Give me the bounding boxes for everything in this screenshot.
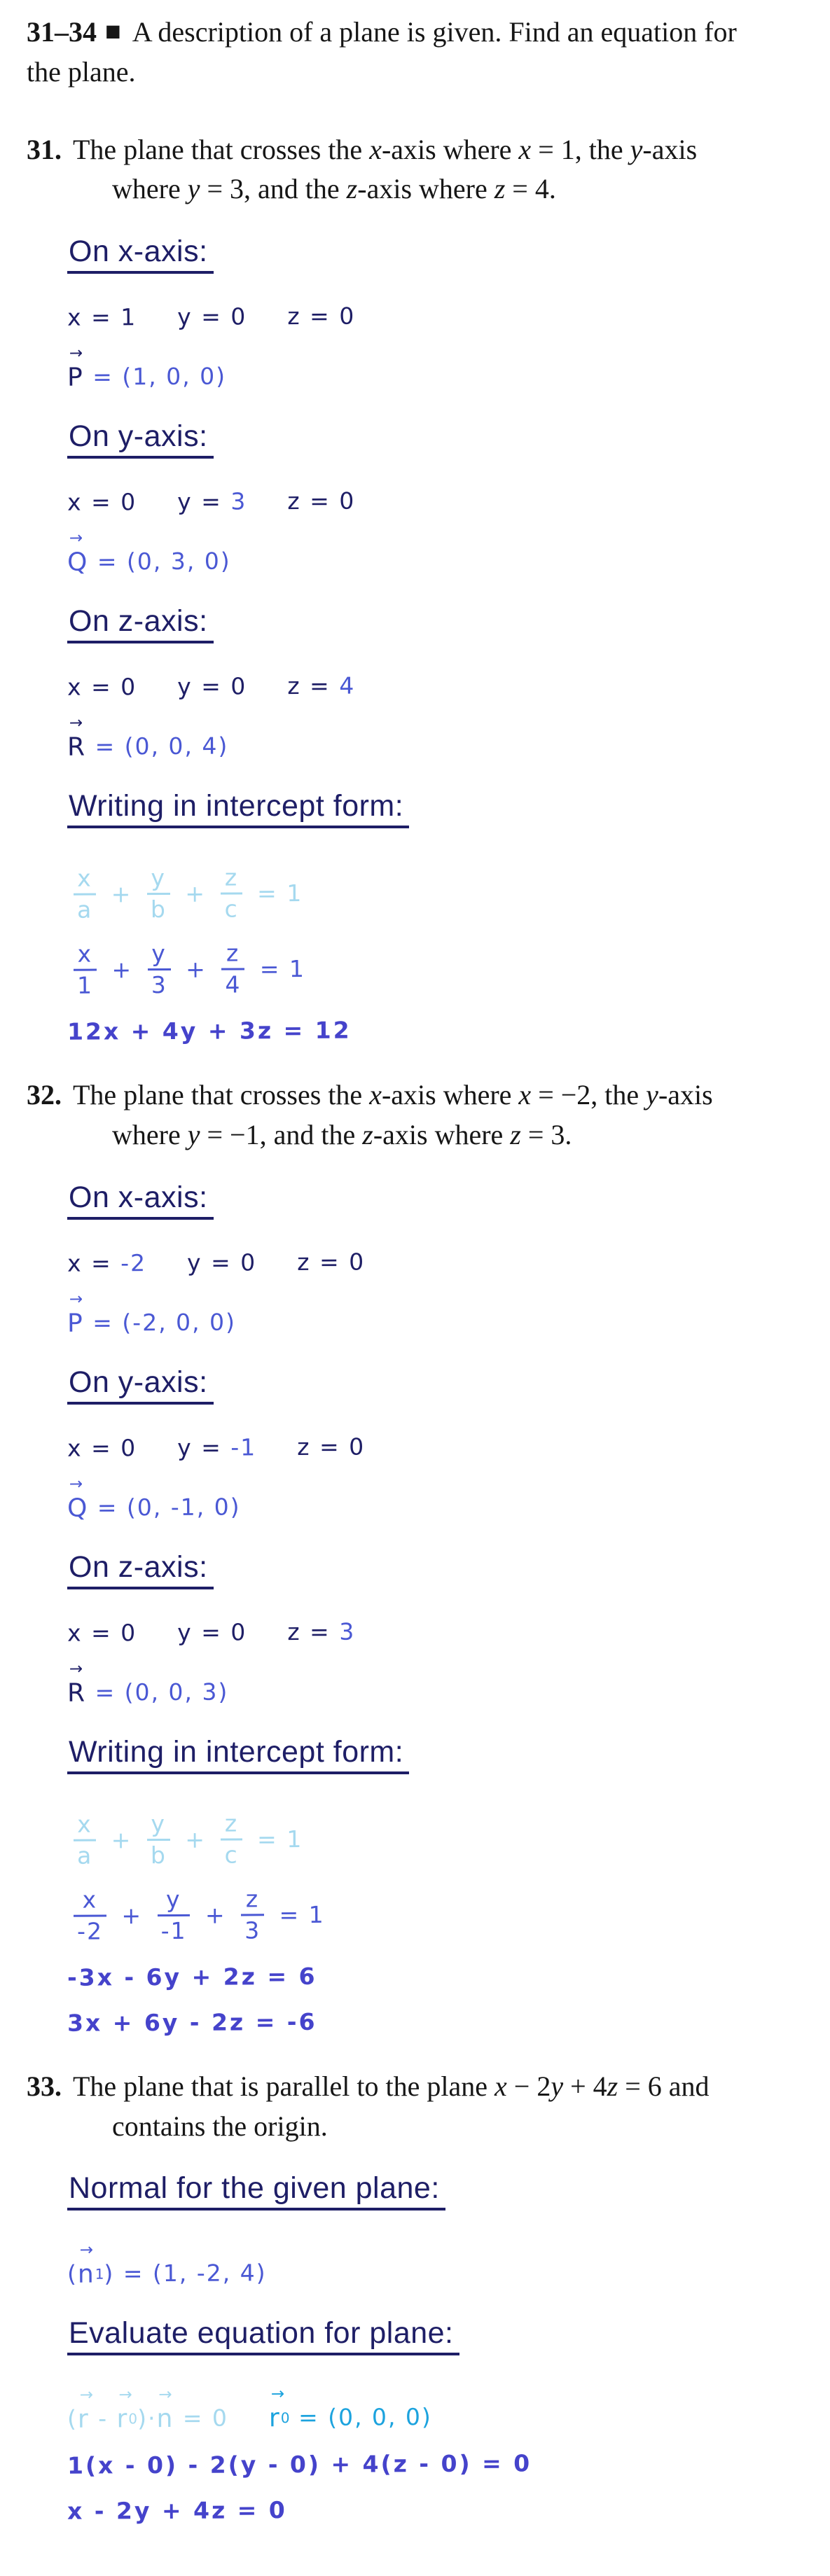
math-line xyxy=(67,1615,810,1647)
fraction-numerator: z xyxy=(224,1809,239,1837)
statement-text: x xyxy=(494,2070,507,2102)
work-section xyxy=(67,789,810,1043)
square-bullet-icon: ■ xyxy=(105,21,121,41)
math-line xyxy=(67,1659,810,1708)
math-text: -2 xyxy=(120,1248,147,1277)
problem-32 xyxy=(27,1075,810,2035)
fraction xyxy=(221,863,242,923)
vector-arrow-icon: → xyxy=(118,2386,132,2404)
math-text: = (0, 0, 0) xyxy=(289,2403,432,2432)
vector-symbol xyxy=(67,713,87,762)
statement-lines xyxy=(73,130,810,210)
fraction-numerator: x xyxy=(77,940,93,968)
math-line xyxy=(67,669,810,701)
statement-text: z xyxy=(362,1118,373,1150)
math-text: 3 xyxy=(339,1617,356,1645)
math-text: z = xyxy=(287,1617,340,1645)
statement-text: x xyxy=(518,1079,532,1111)
math-text: = (0, 0, 3) xyxy=(85,1678,229,1706)
math-text: z = 0 xyxy=(287,302,356,330)
section-heading: Evaluate equation for plane: xyxy=(67,2316,459,2355)
handwritten-work xyxy=(67,1181,810,2035)
math-text: = 1 xyxy=(248,1825,303,1853)
statement-lines xyxy=(73,2067,810,2147)
statement-text: y xyxy=(646,1079,658,1111)
math-text: y = xyxy=(177,487,231,516)
section-heading: On z-axis: xyxy=(67,604,214,643)
statement-lines xyxy=(73,1075,810,1155)
math-line xyxy=(67,713,810,762)
vector-letter: P xyxy=(67,363,84,392)
statement-text: + 4 xyxy=(563,2070,607,2102)
statement-text: x xyxy=(518,133,532,165)
statement-text: z xyxy=(607,2070,618,2102)
work-section xyxy=(67,1365,810,1521)
fraction-numerator: y xyxy=(166,1885,181,1913)
vector-arrow-icon: → xyxy=(69,713,83,732)
fraction xyxy=(221,939,244,998)
vector-letter: Q xyxy=(67,1494,89,1523)
math-text: ( xyxy=(67,2405,78,2433)
work-section xyxy=(67,419,810,575)
problem-statement xyxy=(27,1075,810,1155)
vector-symbol xyxy=(156,2386,174,2434)
handwritten-work xyxy=(67,2171,810,2526)
statement-line xyxy=(73,2067,810,2107)
problem-statement xyxy=(27,2067,810,2147)
math-text: -1 xyxy=(230,1433,257,1461)
problem-33 xyxy=(27,2067,810,2526)
vector-arrow-icon: → xyxy=(69,1475,83,1494)
work-section xyxy=(67,2171,810,2290)
work-section xyxy=(67,1550,810,1706)
fraction xyxy=(74,1810,97,1870)
vector-letter: R xyxy=(67,732,87,762)
math-line xyxy=(67,1290,810,1338)
problem-number: 32. xyxy=(27,1079,62,1111)
math-text: = (0, 3, 0) xyxy=(88,547,231,576)
fraction xyxy=(147,864,170,924)
section-heading: Normal for the given plane: xyxy=(67,2171,445,2211)
work-section xyxy=(67,2316,810,2526)
vector-arrow-icon: → xyxy=(69,1659,83,1678)
vector-arrow-icon: → xyxy=(69,344,83,363)
math-text: = (1, 0, 0) xyxy=(83,362,227,391)
math-text: + xyxy=(177,955,216,983)
fraction xyxy=(147,940,170,999)
fraction-numerator: z xyxy=(224,863,239,891)
vector-letter: r xyxy=(268,2404,281,2433)
vector-symbol xyxy=(67,1290,84,1338)
statement-text: x xyxy=(369,133,382,165)
fraction-numerator: y xyxy=(151,940,167,968)
math-line xyxy=(67,1475,810,1523)
exercise-range: 31–34 xyxy=(27,16,97,48)
math-text: - xyxy=(89,2404,117,2432)
math-text: 12x + 4y + 3z = 12 xyxy=(67,1016,352,1045)
vector-symbol xyxy=(268,2385,285,2433)
math-text: + xyxy=(102,1825,141,1853)
problem-statement xyxy=(27,130,810,210)
problem-31 xyxy=(27,130,810,1044)
math-line xyxy=(67,938,810,997)
fraction xyxy=(157,1885,190,1944)
math-text: x = xyxy=(67,1249,121,1277)
fraction xyxy=(74,942,97,997)
statement-text: = 4. xyxy=(505,173,556,205)
work-section xyxy=(67,604,810,760)
math-text: = (-2, 0, 0) xyxy=(83,1308,237,1337)
statement-text: z xyxy=(494,173,506,205)
math-line xyxy=(67,2385,810,2435)
statement-text: x xyxy=(369,1079,382,1111)
math-text: y = 0 xyxy=(186,1248,257,1276)
statement-text: = −2, the xyxy=(531,1079,646,1111)
math-text: z = 0 xyxy=(297,1248,366,1276)
statement-text: y xyxy=(187,173,200,205)
vector-letter: n xyxy=(77,2260,95,2290)
subscript: 0 xyxy=(128,2410,138,2428)
statement-text: -axis where xyxy=(381,133,519,165)
math-text: z = 0 xyxy=(297,1433,366,1461)
math-line xyxy=(67,2494,810,2526)
statement-text: y xyxy=(630,133,643,165)
fraction xyxy=(221,1809,242,1869)
math-text: 4 xyxy=(339,671,356,699)
math-line xyxy=(67,529,810,577)
fraction-numerator: y xyxy=(151,1809,167,1837)
vector-symbol xyxy=(67,1475,89,1523)
vector-arrow-icon: → xyxy=(79,2386,94,2405)
section-heading: Writing in intercept form: xyxy=(67,1735,409,1774)
statement-text: The plane that crosses the xyxy=(73,1079,370,1111)
vector-symbol xyxy=(67,529,89,577)
statement-text: = 6 and xyxy=(618,2070,710,2102)
math-text: y = 0 xyxy=(177,1618,247,1646)
vector-letter: P xyxy=(67,1309,84,1338)
subscript: 0 xyxy=(280,2409,290,2427)
exercise-range-header xyxy=(27,13,810,92)
fraction-denominator: -1 xyxy=(158,1914,191,1942)
fraction-denominator: a xyxy=(74,893,96,921)
statement-text: contains the origin. xyxy=(112,2110,328,2142)
statement-line xyxy=(73,1115,810,1155)
statement-text: z xyxy=(510,1118,521,1150)
vector-letter: R xyxy=(67,1678,87,1708)
math-line xyxy=(67,1430,810,1462)
statement-text: -axis xyxy=(642,133,698,165)
statement-text: where xyxy=(112,173,188,205)
math-text: ( xyxy=(67,2260,78,2288)
work-section xyxy=(67,1735,810,2035)
math-text: z = xyxy=(287,671,340,700)
statement-text: = −1, and the xyxy=(200,1118,363,1150)
math-text: = 0 xyxy=(174,2404,229,2432)
fraction-denominator: b xyxy=(147,893,170,921)
fraction xyxy=(241,1887,264,1942)
statement-text: = 3. xyxy=(520,1118,572,1150)
fraction-numerator: x xyxy=(77,1810,92,1838)
math-text: x = 0 xyxy=(67,1434,137,1462)
math-text: x = 0 xyxy=(67,1619,137,1647)
work-section xyxy=(67,1181,810,1336)
fraction xyxy=(147,1809,170,1869)
math-line xyxy=(67,485,810,516)
vector-arrow-icon: → xyxy=(69,1290,83,1309)
statement-line xyxy=(73,2107,810,2147)
math-text: z = 0 xyxy=(287,487,356,515)
fraction-numerator: z xyxy=(226,939,240,967)
statement-text: -axis xyxy=(658,1079,713,1111)
math-text: + xyxy=(176,1825,215,1853)
vector-symbol xyxy=(67,344,84,392)
section-heading: On x-axis: xyxy=(67,235,214,274)
statement-line xyxy=(73,1075,810,1115)
math-line xyxy=(67,300,810,331)
math-text: y = xyxy=(177,1433,231,1461)
fraction-denominator: b xyxy=(147,1839,170,1867)
header-line-2: the plane. xyxy=(27,55,136,88)
math-text: = 1 xyxy=(248,879,303,907)
fraction-numerator: y xyxy=(151,864,167,892)
statement-text: − 2 xyxy=(506,2070,551,2102)
fraction-numerator: x xyxy=(77,864,92,892)
math-text: x = 0 xyxy=(67,673,137,701)
statement-line xyxy=(73,130,810,170)
statement-text: y xyxy=(551,2070,564,2102)
statement-text: The plane that is parallel to the plane xyxy=(73,2070,494,2102)
fraction-numerator: x xyxy=(82,1886,98,1914)
statement-text: y xyxy=(187,1118,200,1150)
statement-text: The plane that crosses the xyxy=(73,133,370,165)
fraction xyxy=(74,1886,106,1945)
handwritten-work xyxy=(67,235,810,1043)
fraction-denominator: c xyxy=(221,1838,242,1866)
statement-text: = 1, the xyxy=(531,133,630,165)
fraction-denominator: 3 xyxy=(241,1914,264,1942)
section-heading: Writing in intercept form: xyxy=(67,789,409,828)
vector-letter: r xyxy=(77,2404,90,2435)
math-line xyxy=(67,1014,810,1045)
work-section xyxy=(67,235,810,390)
math-text: x = 1 xyxy=(67,303,137,331)
fraction-denominator: c xyxy=(221,893,242,921)
math-text: x = 0 xyxy=(67,488,137,516)
problem-number: 33. xyxy=(27,2070,62,2102)
section-heading: On x-axis: xyxy=(67,1181,214,1220)
math-text: 1(x - 0) - 2(y - 0) + 4(z - 0) = 0 xyxy=(67,2449,532,2480)
math-text: + xyxy=(102,879,141,908)
math-text: = (0, 0, 4) xyxy=(85,732,229,760)
statement-text: -axis where xyxy=(357,173,494,205)
math-line xyxy=(67,344,810,392)
section-heading: On z-axis: xyxy=(67,1550,214,1589)
vector-symbol xyxy=(116,2386,132,2434)
math-line xyxy=(67,1809,810,1870)
statement-text: = 3, and the xyxy=(200,173,347,205)
problems-list xyxy=(27,130,810,2526)
math-text: + xyxy=(176,879,215,907)
vector-arrow-icon: → xyxy=(158,2386,172,2404)
vector-letter: r xyxy=(116,2404,129,2434)
math-text: + xyxy=(196,1900,235,1929)
vector-symbol xyxy=(77,2386,94,2435)
problem-number: 31. xyxy=(27,133,62,165)
math-text: )· xyxy=(137,2404,157,2432)
math-text: 3 xyxy=(230,487,247,515)
fraction-numerator: z xyxy=(245,1885,260,1913)
fraction-denominator: -2 xyxy=(74,1914,106,1942)
section-heading: On y-axis: xyxy=(67,419,214,459)
vector-arrow-icon: → xyxy=(79,2241,94,2260)
math-text: = 1 xyxy=(270,1900,325,1928)
fraction-denominator: 3 xyxy=(148,968,171,996)
fraction-denominator: 4 xyxy=(221,968,244,996)
math-text: ) = (1, -2, 4) xyxy=(104,2259,267,2288)
header-line-1 xyxy=(27,13,810,53)
math-text: = (0, -1, 0) xyxy=(88,1493,241,1522)
math-text: y = 0 xyxy=(177,672,247,701)
vector-letter: n xyxy=(156,2404,174,2434)
section-heading: On y-axis: xyxy=(67,1365,214,1405)
math-text: y = 0 xyxy=(177,302,247,331)
statement-text: z xyxy=(346,173,358,205)
math-text: = 1 xyxy=(251,954,306,983)
fraction xyxy=(74,864,97,924)
math-text: x - 2y + 4z = 0 xyxy=(67,2496,287,2526)
fraction-denominator: a xyxy=(74,1839,96,1867)
fraction-denominator: 1 xyxy=(74,969,97,997)
math-line xyxy=(67,2241,810,2290)
header-instruction: A description of a plane is given. Find an equation for xyxy=(132,16,737,48)
math-line xyxy=(67,2005,810,2037)
math-line xyxy=(67,1884,810,1943)
statement-line xyxy=(73,169,810,209)
statement-text: where xyxy=(112,1118,188,1150)
math-line xyxy=(67,2449,810,2480)
math-text: + xyxy=(112,1901,151,1929)
math-line xyxy=(67,863,810,924)
math-line xyxy=(67,1960,810,1991)
vector-symbol xyxy=(77,2241,95,2290)
vector-arrow-icon: → xyxy=(270,2385,285,2404)
vector-symbol xyxy=(67,1659,87,1708)
math-text: 3x + 6y - 2z = -6 xyxy=(67,2007,317,2037)
math-text: + xyxy=(102,955,141,984)
math-line xyxy=(67,1246,810,1277)
statement-text: -axis where xyxy=(381,1079,519,1111)
statement-text: -axis where xyxy=(373,1118,511,1150)
vector-arrow-icon: → xyxy=(69,529,83,548)
vector-letter: Q xyxy=(67,548,89,577)
subscript: 1 xyxy=(95,2265,104,2283)
math-text: -3x - 6y + 2z = 6 xyxy=(67,1962,317,1991)
